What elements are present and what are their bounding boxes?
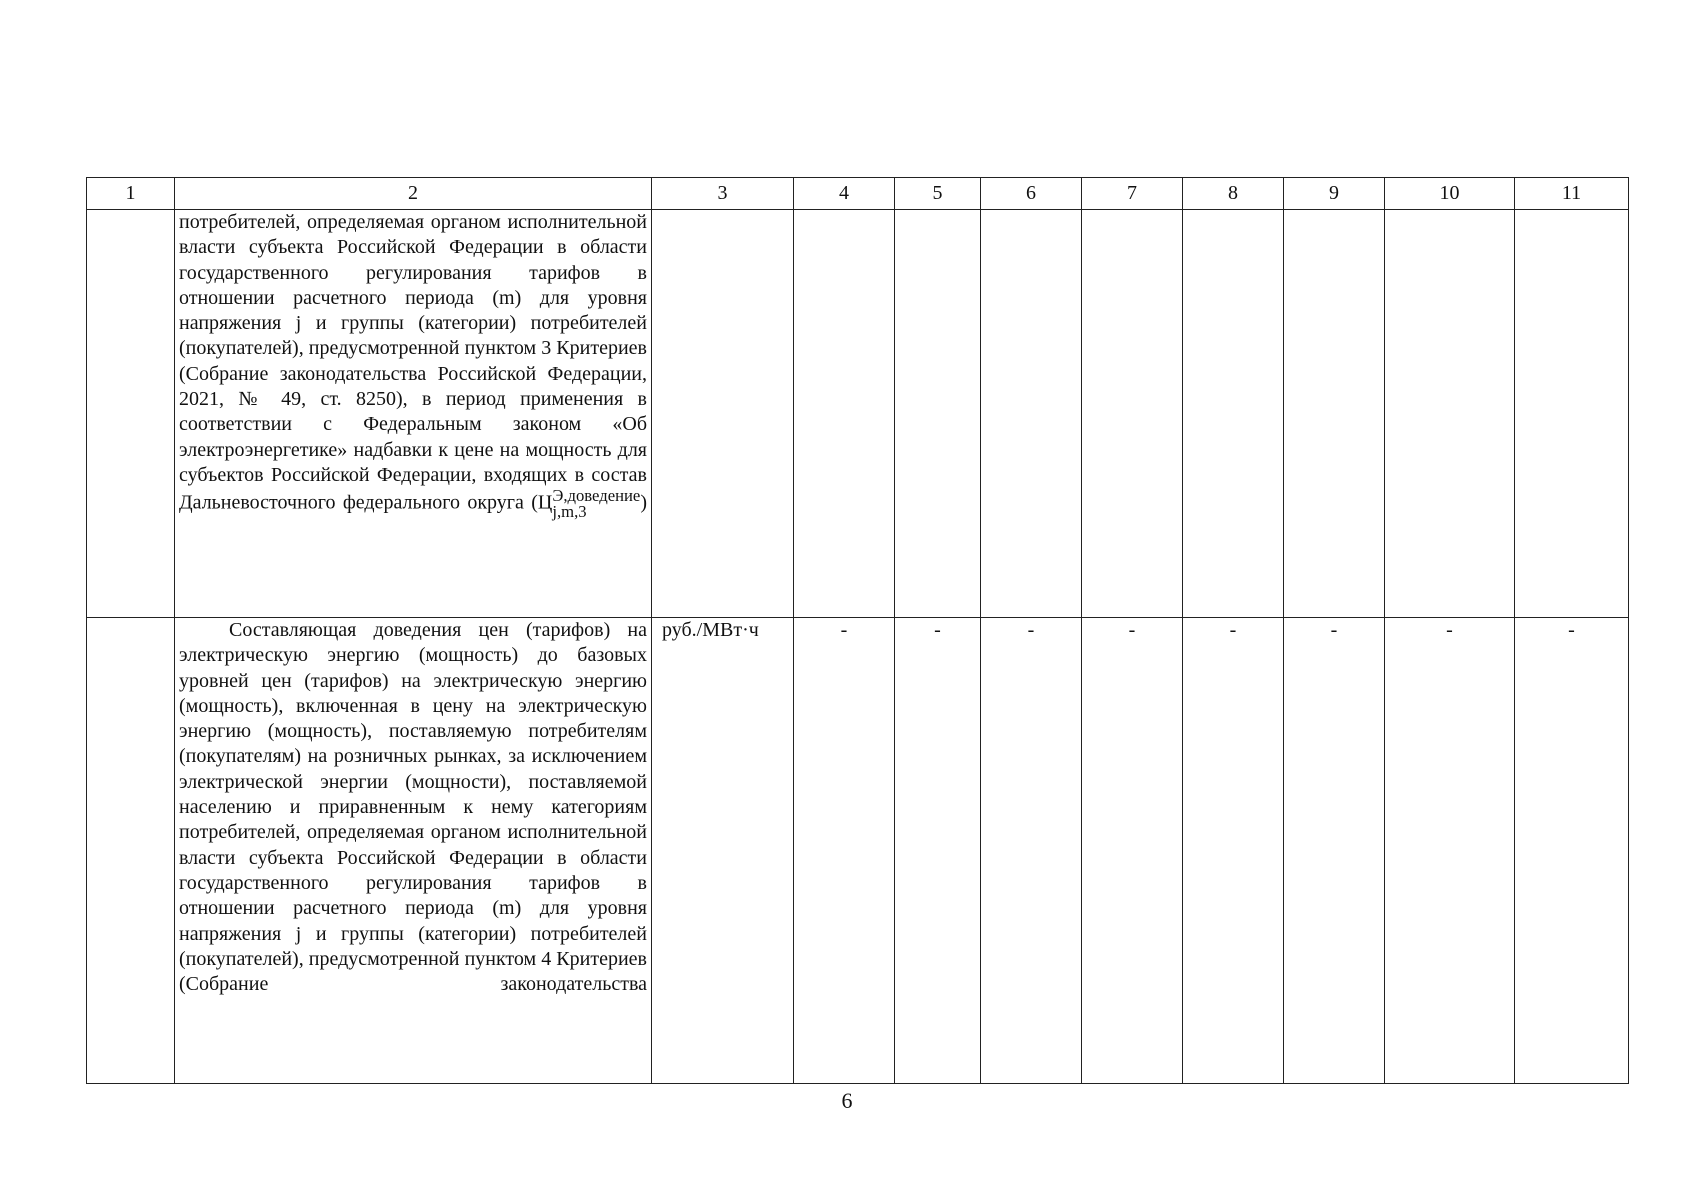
formula-base: Ц bbox=[537, 491, 553, 514]
col-header-9: 9 bbox=[1284, 178, 1385, 210]
formula-subscript: j,m,3 bbox=[552, 502, 587, 522]
row1-formula bbox=[531, 488, 647, 520]
row1-col1 bbox=[87, 210, 175, 618]
page-number: 6 bbox=[841, 1088, 853, 1113]
row1-description bbox=[175, 210, 652, 618]
row2-value-10: - bbox=[1385, 618, 1515, 1084]
col-header-1: 1 bbox=[87, 178, 175, 210]
col-header-11: 11 bbox=[1515, 178, 1629, 210]
row1-value-11 bbox=[1515, 210, 1629, 618]
col-header-5: 5 bbox=[895, 178, 981, 210]
col-header-7: 7 bbox=[1082, 178, 1183, 210]
col-header-4: 4 bbox=[794, 178, 895, 210]
row1-value-4 bbox=[794, 210, 895, 618]
row2-description-text: Составляющая доведения цен (тарифов) на электрическую энергию (мощность) до базовых уровней цен (тарифов) на электрическую энергию (мощность), включенная в цену на электрическую энергию (мощность), поставляемую потребителям (покупателям) на розничных рынках, за исключением электрической энергии (мощности), поставляемой населению и приравненным к нему категориям потребителей, определяемая органом исполнительной власти субъекта Российской Федерации в области государственного регулирования тарифов в отношении расчетного периода (m) для уровня напряжения j и группы (категории) потребителей (покупателей), предусмотренной пунктом 4 Критериев (Собрание законодательства bbox=[179, 619, 647, 996]
row1-value-10 bbox=[1385, 210, 1515, 618]
tariff-table bbox=[86, 177, 1629, 1084]
row2-description bbox=[175, 618, 652, 1084]
row1-description-text: потребителей, определяемая органом исполнительной власти субъекта Российской Федерации в области государственного регулирования тарифов в отношении расчетного периода (m) для уровня напряжения j и группы (категории) потребителей (покупателей), предусмотренной пунктом 3 Критериев (Собрание законодательства Российской Федерации, 2021, № 49, ст. 8250), в период применения в соответствии с Федеральным законом «Об электроэнергетике» надбавки к цене на мощность для субъектов Российской Федерации, входящих в состав Дальневосточного федерального округа bbox=[179, 211, 647, 514]
table-row bbox=[87, 618, 1629, 1084]
row2-value-8: - bbox=[1183, 618, 1284, 1084]
row2-value-5: - bbox=[895, 618, 981, 1084]
row1-value-5 bbox=[895, 210, 981, 618]
col-header-2: 2 bbox=[175, 178, 652, 210]
row1-value-9 bbox=[1284, 210, 1385, 618]
formula-superscript: Э,доведение bbox=[552, 486, 641, 506]
row2-value-7: - bbox=[1082, 618, 1183, 1084]
row2-unit: руб./МВт·ч bbox=[652, 618, 794, 1084]
row2-value-6: - bbox=[981, 618, 1082, 1084]
header-row bbox=[87, 178, 1629, 210]
col-header-10: 10 bbox=[1385, 178, 1515, 210]
row1-unit bbox=[652, 210, 794, 618]
row1-value-8 bbox=[1183, 210, 1284, 618]
col-header-8: 8 bbox=[1183, 178, 1284, 210]
row1-value-6 bbox=[981, 210, 1082, 618]
col-header-3: 3 bbox=[652, 178, 794, 210]
col-header-6: 6 bbox=[981, 178, 1082, 210]
row2-value-9: - bbox=[1284, 618, 1385, 1084]
row2-value-11: - bbox=[1515, 618, 1629, 1084]
row2-value-4: - bbox=[794, 618, 895, 1084]
row2-col1 bbox=[87, 618, 175, 1084]
formula-open-paren: ( bbox=[531, 491, 538, 514]
row1-value-7 bbox=[1082, 210, 1183, 618]
table-row bbox=[87, 210, 1629, 618]
formula-close-paren: ) bbox=[640, 491, 647, 514]
